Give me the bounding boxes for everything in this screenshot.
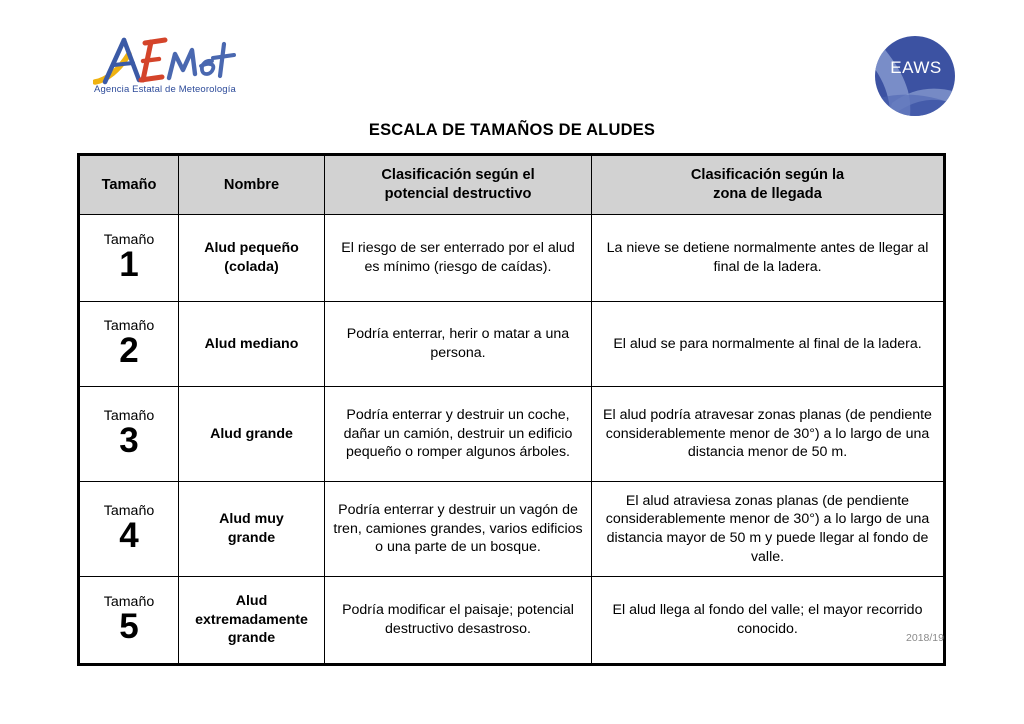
size-word: Tamaño [103,502,155,519]
table-row [79,302,945,387]
cell-size [79,215,179,302]
cell-name [179,482,325,577]
table-row [79,482,945,577]
column-header-arrival-zone [592,155,945,215]
column-header-destructive-line2: potencial destructivo [384,186,532,202]
column-header-arrival-line1: Clasificación según la [690,167,845,184]
column-header-destructive-line1: Clasificación según el [381,167,535,184]
table-body [79,215,945,665]
footer-season-note: 2018/19 [906,632,944,644]
size-word: Tamaño [103,407,155,424]
table-row [79,577,945,665]
avalanche-size-table [77,153,946,666]
cell-name [179,387,325,482]
table-header [79,155,945,215]
size-word: Tamaño [103,593,155,610]
page-title: ESCALA DE TAMAÑOS DE ALUDES [368,121,656,139]
column-header-size-line1: Tamaño [101,176,157,193]
cell-destructive-potential: Podría enterrar y destruir un vagón de tren, camiones grandes, varios edificios o una parte de un bosque. [325,482,592,577]
cell-arrival-zone: El alud podría atravesar zonas planas (de pendiente considerablemente menor de 30°) a lo largo de una distancia menor de 50 m. [592,387,945,482]
eaws-logo [872,33,958,119]
name-line3: grande [227,630,276,647]
name-line1: Alud mediano [204,335,299,352]
cell-destructive-potential: Podría enterrar y destruir un coche, dañar un camión, destruir un edificio pequeño o romper algunos árboles. [325,387,592,482]
size-number: 1 [119,245,139,285]
cell-name [179,215,325,302]
column-header-name-line1: Nombre [223,176,280,193]
cell-destructive-potential: El riesgo de ser enterrado por el alud es mínimo (riesgo de caídas). [325,215,592,302]
name-line1: Alud pequeño [204,240,299,257]
table-header-row [79,155,945,215]
size-word: Tamaño [103,231,155,248]
cell-size [79,482,179,577]
column-header-name [179,155,325,215]
cell-arrival-zone: El alud atraviesa zonas planas (de pendiente considerablemente menor de 30°) a lo largo de una distancia mayor de 50 m y puede llegar al fondo de valle. [592,482,945,577]
name-line1: Alud [235,592,268,609]
table-row [79,387,945,482]
column-header-destructive-potential [325,155,592,215]
name-line1: Alud muy [219,511,284,528]
name-line1: Alud grande [210,425,293,442]
column-header-arrival-line2: zona de llegada [713,186,822,202]
cell-name [179,577,325,665]
cell-size [79,387,179,482]
table-row [79,215,945,302]
name-line2: (colada) [224,259,279,275]
size-number: 3 [119,421,139,461]
cell-size [79,302,179,387]
cell-destructive-potential: Podría enterrar, herir o matar a una persona. [325,302,592,387]
size-word: Tamaño [103,317,155,334]
aemet-tagline: Agencia Estatal de Meteorología [94,84,236,95]
avalanche-size-table-wrapper [77,153,943,666]
size-number: 4 [119,516,139,556]
size-number: 2 [119,331,139,371]
cell-arrival-zone: El alud se para normalmente al final de la ladera. [592,302,945,387]
name-line2: grande [227,530,276,546]
size-number: 5 [119,607,139,647]
svg-text:EAWS: EAWS [890,58,942,77]
cell-arrival-zone: El alud llega al fondo del valle; el mayor recorrido conocido. [592,577,945,665]
name-line2: extremadamente [195,611,308,628]
cell-name [179,302,325,387]
cell-destructive-potential: Podría modificar el paisaje; potencial destructivo desastroso. [325,577,592,665]
column-header-size [79,155,179,215]
cell-arrival-zone: La nieve se detiene normalmente antes de llegar al final de la ladera. [592,215,945,302]
cell-size [79,577,179,665]
